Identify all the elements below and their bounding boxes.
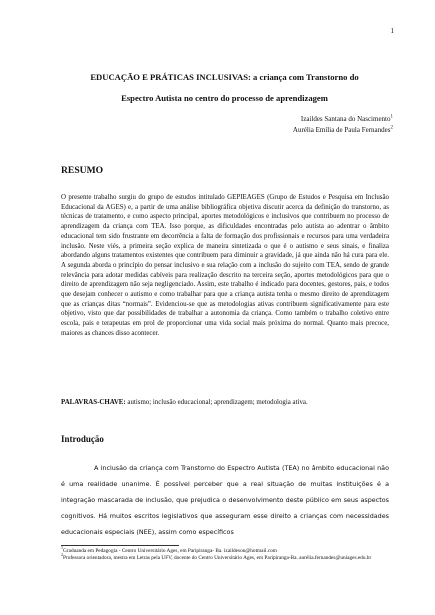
title-line-1: EDUCAÇÃO E PRÁTICAS INCLUSIVAS: a criança com Transtorno do: [90, 72, 359, 82]
footnote-mark: 1: [390, 114, 393, 120]
title-line-2: Espectro Autista no centro do processo de aprendizagem: [121, 93, 328, 103]
author-list: [293, 114, 393, 136]
abstract-heading: RESUMO: [61, 165, 104, 176]
abstract-body: O presente trabalho surgiu do grupo de estudos intitulado GEPIEAGES (Grupo de Estudos e Pesquisa em Inclusão Educacional da AGES) e, a partir de uma análise bibliográfica objetiva discutir acerca da definição do transtorno, as técnicas de tratamento, e como aspecto principal, aportes metodológicos e inclusivos que contribuem no processo de aprendizagem da criança com TEA. Isso porque, as dificuldades encontradas pelo autista ao adentrar o âmbito educacional tem sido frustrante em decorrência a falta de formação dos profissionais e recursos para uma verdadeira inclusão. Neste viés, a primeira seção explica de maneira sintetizada o que é o autismo e seus sinais, e finaliza abordando alguns tratamentos existentes que contribuem para diminuir a gravidade, já que ainda não há cura para ele. A segunda aborda o princípio do pensar inclusivo e sua relação com a inclusão do sujeito com TEA, sendo de grande relevância para adotar medidas cabíveis para realização descrito na terceira seção, aportes metodológicos para que o direito de aprendizagem não seja negligenciado. Assim, este trabalho é indicado para docentes, gestores, pais, e todos que desejam conhecer o autismo e como trabalhar para que a criança autista tenha o mesmo direito de aprendizagem que as crianças ditas “normais”. Evidenciou-se que as metodologias ativas contribuem significativamente para este objetivo, visto que dar possibilidades de trabalhar a autonomia da criança. Como também o trabalho coletivo entre escola, pais e terapeutas em prol de proporcionar uma vida social mais próxima do normal. Quanto mais precoce, maiores as chances disso acontecer.: [61, 194, 389, 337]
footnote-mark: 2: [61, 552, 63, 558]
footnotes: [61, 545, 391, 562]
footnote-divider: [61, 545, 179, 546]
footnote-mark: 2: [390, 125, 393, 131]
keywords-list: autismo; inclusão educacional; aprendizagem; metodologia ativa.: [125, 399, 308, 406]
keywords-label: PALAVRAS-CHAVE:: [61, 399, 126, 406]
author-2: Aurélia Emília de Paula Fernandes$^2$: [292, 125, 393, 134]
footnote-2: $^2$Professora orientadora, mestra em Letras pela UFV, docente do Centro Universitário Ages, em Paripiranga-Ba. aurélia.fernandes@uniages.edu.br: [61, 552, 372, 561]
introduction-body: A inclusão da criança com Transtorno do Espectro Autista (TEA) no âmbito educacional não é uma realidade unanime. É possível perceber que a real situação de muitas instituições é a integração mascarada de inclusão, que prejudica o desenvolvimento deste público em seus aspectos cognitivos. Há muitos escritos legislativos que asseguram esse direito a crianças com necessidades educacionais especiais (NEE), assim como específicos: [61, 464, 389, 536]
document-title: [58, 67, 391, 109]
page-number: 1: [390, 27, 394, 35]
keywords: [61, 398, 389, 407]
author-1: Izaildes Santana do Nascimento$^1$: [300, 114, 393, 123]
introduction-heading: Introdução: [61, 434, 104, 444]
footnote-1: $^1$Graduanda em Pedagogia - Centro Universitário Ages, em Paripiranga- Ba. izaildeson@hotmail.com: [61, 545, 277, 554]
footnote-mark: 1: [61, 545, 63, 551]
